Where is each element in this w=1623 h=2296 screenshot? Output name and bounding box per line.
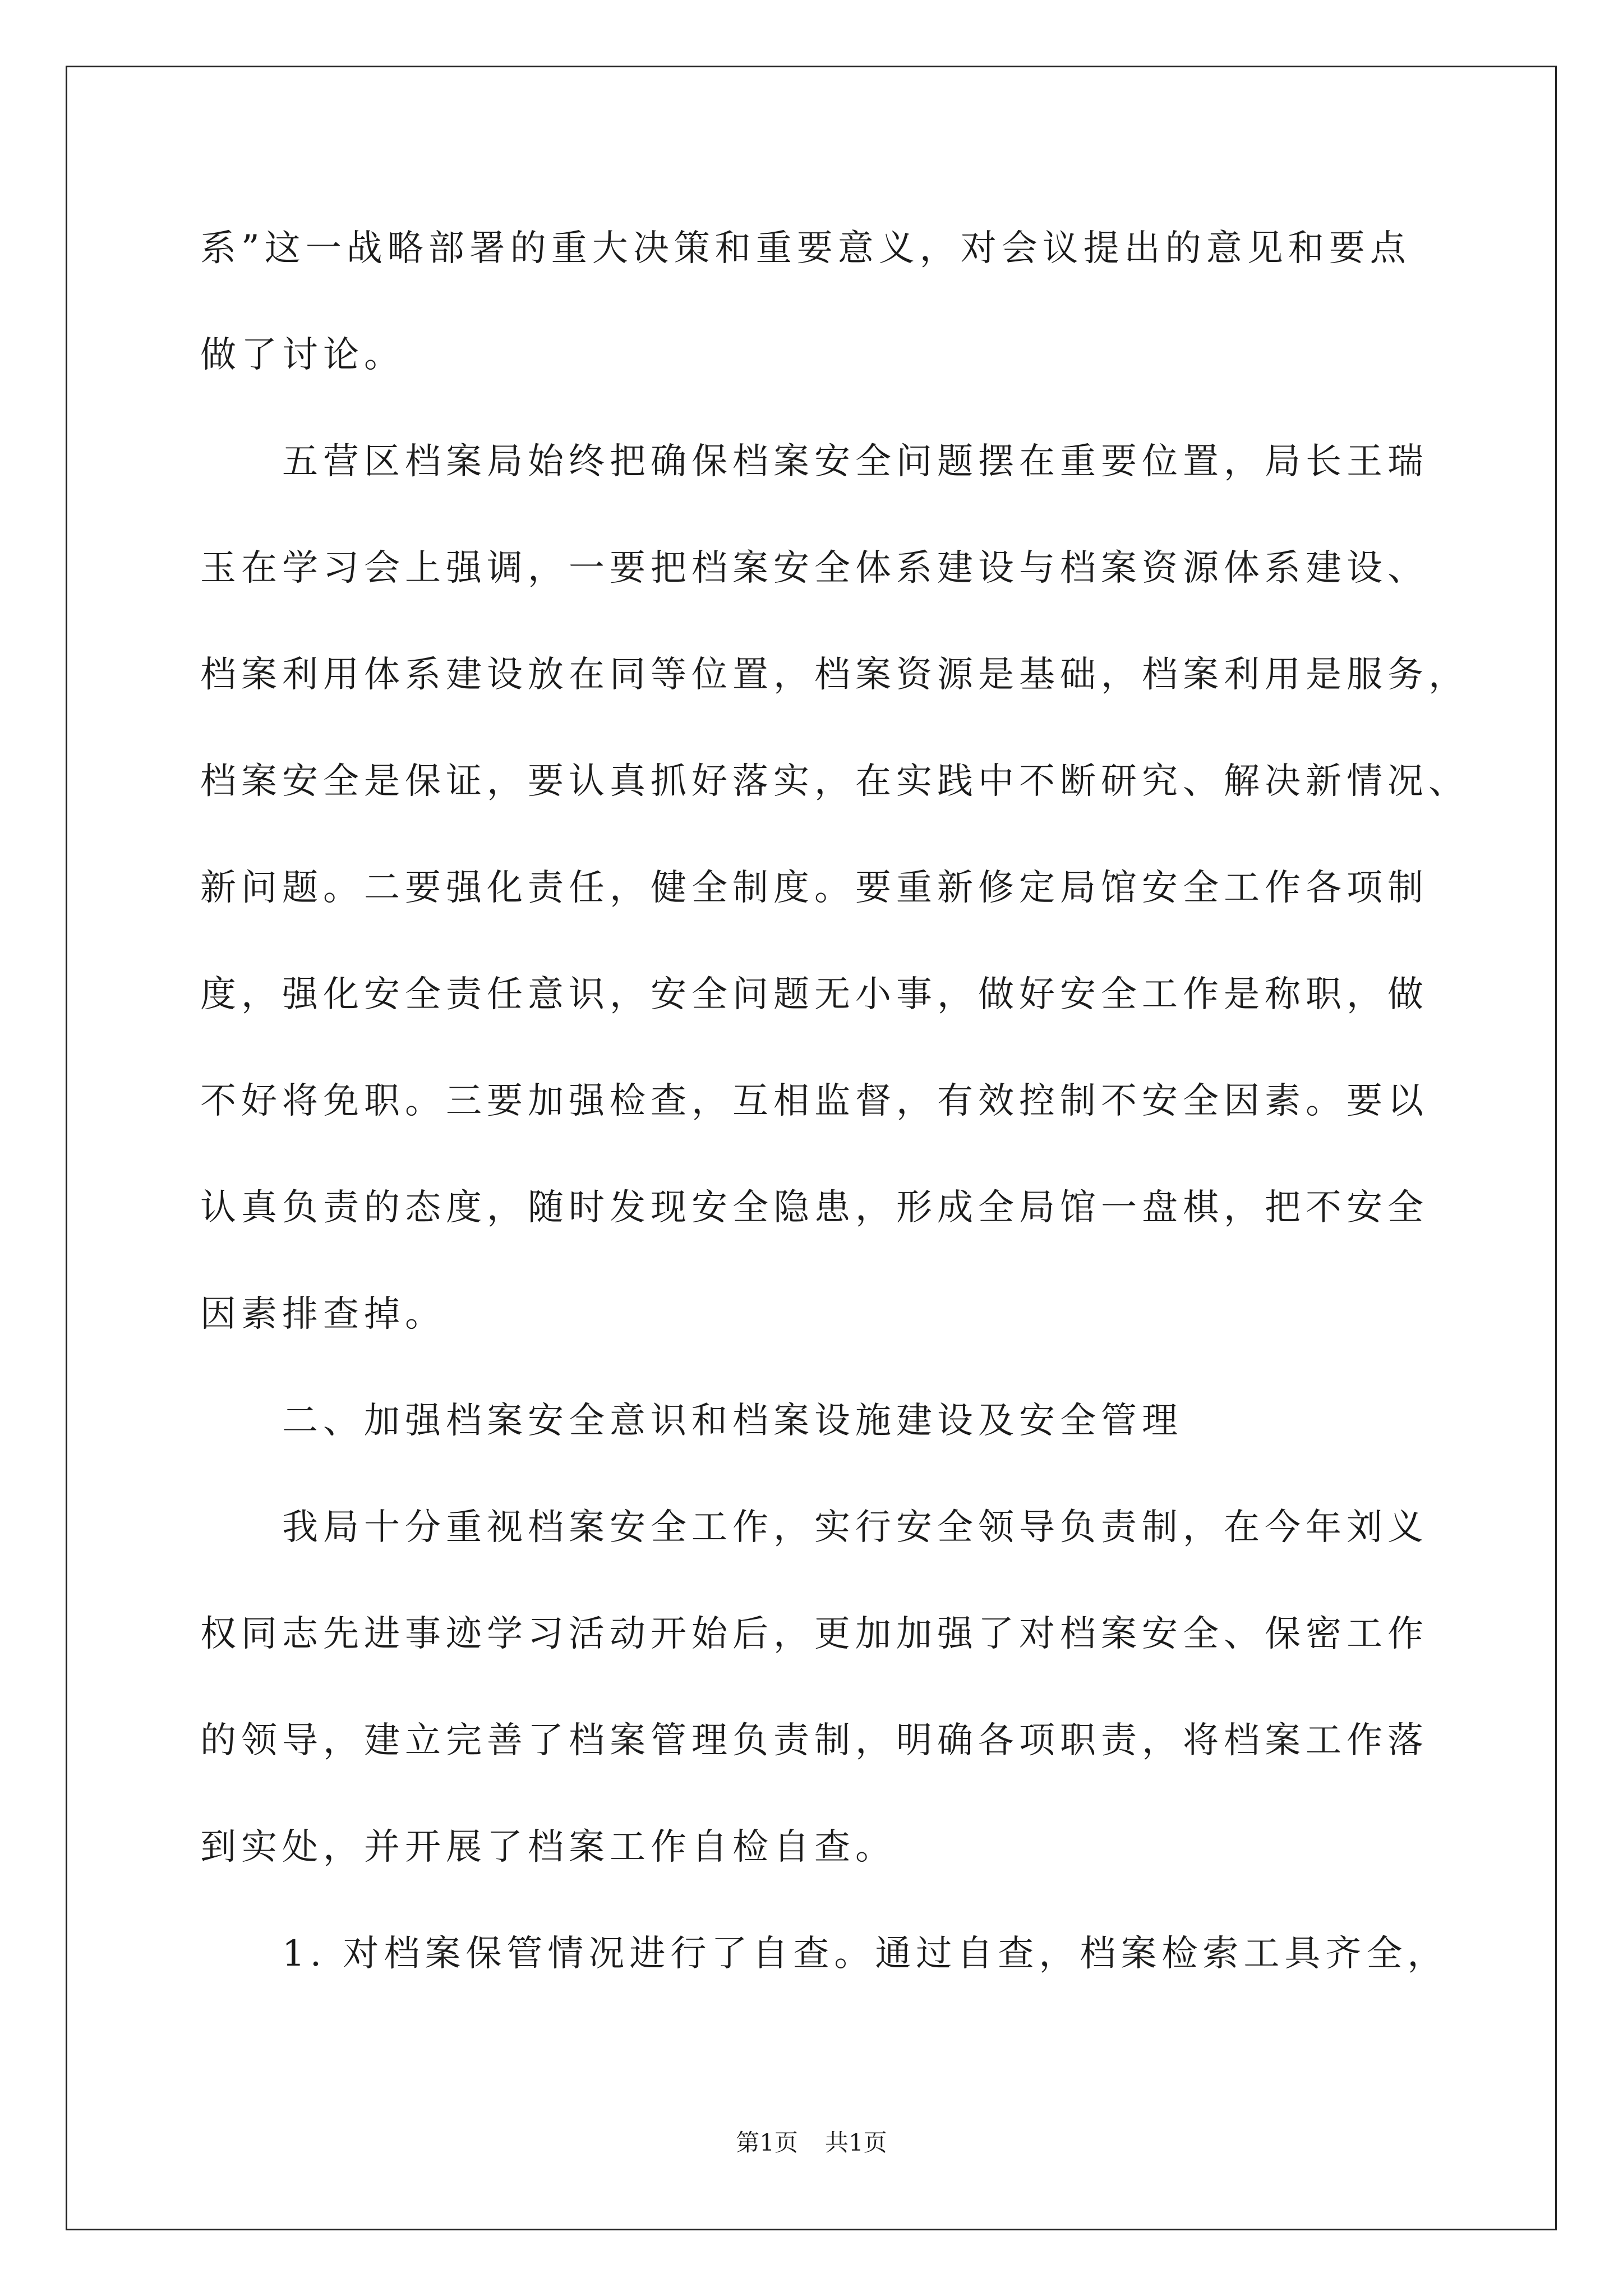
text-line: 的领导，建立完善了档案管理负责制，明确各项职责，将档案工作落 — [200, 1720, 1428, 1761]
paragraph — [200, 195, 1501, 408]
text-line: 权同志先进事迹学习活动开始后，更加加强了对档案安全、保密工作 — [200, 1613, 1428, 1655]
text-line: 因素排查掉。 — [200, 1294, 446, 1335]
section-heading — [200, 1368, 1501, 1474]
text-line: 玉在学习会上强调，一要把档案安全体系建设与档案资源体系建设、 — [200, 547, 1428, 589]
text-line: 不好将免职。三要加强检查，互相监督，有效控制不安全因素。要以 — [200, 1080, 1428, 1122]
text-line: 档案安全是保证，要认真抓好落实，在实践中不断研究、解决新情况、 — [200, 761, 1469, 802]
text-line: 新问题。二要强化责任，健全制度。要重新修定局馆安全工作各项制 — [200, 867, 1428, 909]
text-line: 认真负责的态度，随时发现安全隐患，形成全局馆一盘棋，把不安全 — [200, 1187, 1428, 1228]
text-line: 系”这一战略部署的重大决策和重要意义，对会议提出的意见和要点 — [200, 228, 1411, 269]
document-body — [200, 195, 1501, 2007]
page-total: 共1页 — [825, 2129, 887, 2156]
text-line: 1. 对档案保管情况进行了自查。通过自查，档案检索工具齐全， — [282, 1933, 1449, 1975]
text-line: 档案利用体系建设放在同等位置，档案资源是基础，档案利用是服务， — [200, 654, 1469, 696]
numbered-item — [200, 1901, 1501, 2007]
paragraph — [200, 408, 1501, 1368]
text-line: 度，强化安全责任意识，安全问题无小事，做好安全工作是称职，做 — [200, 974, 1428, 1015]
section-heading-text: 二、加强档案安全意识和档案设施建设及安全管理 — [282, 1400, 1183, 1442]
text-line: 到实处，并开展了档案工作自检自查。 — [200, 1826, 896, 1868]
text-line: 我局十分重视档案安全工作，实行安全领导负责制，在今年刘义 — [282, 1507, 1428, 1548]
text-line: 做了讨论。 — [200, 334, 405, 376]
paragraph — [200, 1474, 1501, 1901]
text-line: 五营区档案局始终把确保档案安全问题摆在重要位置，局长王瑞 — [282, 441, 1428, 482]
page-number: 第1页 — [736, 2129, 798, 2156]
page-footer — [0, 2126, 1623, 2160]
